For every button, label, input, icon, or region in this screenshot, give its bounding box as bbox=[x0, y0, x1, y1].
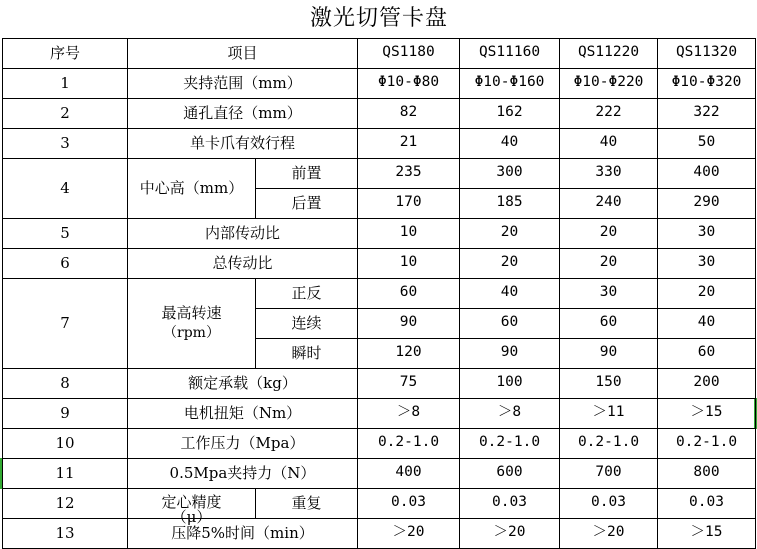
row-number: 3 bbox=[3, 128, 128, 158]
value-cell: 60 bbox=[460, 308, 560, 338]
row-number: 7 bbox=[3, 278, 128, 368]
value-cell: 235 bbox=[358, 158, 460, 188]
row-item: 夹持范围（mm） bbox=[128, 68, 358, 98]
table-title: 激光切管卡盘 bbox=[3, 0, 756, 38]
sub-label: 正反 bbox=[256, 278, 358, 308]
value-cell: 40 bbox=[460, 278, 560, 308]
header-model: QS11220 bbox=[560, 38, 658, 68]
spec-table bbox=[2, 0, 756, 549]
table-row bbox=[3, 458, 756, 488]
row-number: 10 bbox=[3, 428, 128, 458]
row-item-unit: （rpm） bbox=[163, 324, 220, 341]
value-cell: 0.03 bbox=[560, 488, 658, 518]
value-cell: ＞15 bbox=[658, 398, 756, 428]
header-model: QS11160 bbox=[460, 38, 560, 68]
table-row bbox=[3, 218, 756, 248]
row-number: 12 bbox=[3, 488, 128, 518]
table-row bbox=[3, 278, 756, 308]
value-cell: Φ10-Φ160 bbox=[460, 68, 560, 98]
value-cell: 75 bbox=[358, 368, 460, 398]
value-cell: 20 bbox=[460, 218, 560, 248]
value-cell: 0.03 bbox=[658, 488, 756, 518]
row-item: 0.5Mpa夹持力（N） bbox=[128, 458, 358, 488]
value-cell: 20 bbox=[658, 278, 756, 308]
value-cell: 60 bbox=[560, 308, 658, 338]
row-item: 最高转速 bbox=[161, 304, 222, 323]
value-cell: 10 bbox=[358, 218, 460, 248]
value-cell: 30 bbox=[560, 278, 658, 308]
value-cell: 0.2-1.0 bbox=[358, 428, 460, 458]
value-cell: 400 bbox=[358, 458, 460, 488]
header-no: 序号 bbox=[3, 38, 128, 68]
row-item-cell bbox=[128, 278, 256, 368]
value-cell: 20 bbox=[560, 248, 658, 278]
value-cell: ＞15 bbox=[658, 518, 756, 548]
value-cell: 40 bbox=[460, 128, 560, 158]
value-cell: 170 bbox=[358, 188, 460, 218]
value-cell: 185 bbox=[460, 188, 560, 218]
value-cell: 10 bbox=[358, 248, 460, 278]
table-row bbox=[3, 398, 756, 428]
value-cell: 330 bbox=[560, 158, 658, 188]
value-cell: ＞11 bbox=[560, 398, 658, 428]
header-item: 项目 bbox=[128, 38, 358, 68]
table-row bbox=[3, 248, 756, 278]
value-cell: 50 bbox=[658, 128, 756, 158]
row-item: 单卡爪有效行程 bbox=[128, 128, 358, 158]
value-cell: 40 bbox=[560, 128, 658, 158]
value-cell: 240 bbox=[560, 188, 658, 218]
value-cell: 0.03 bbox=[460, 488, 560, 518]
value-cell: ＞8 bbox=[460, 398, 560, 428]
value-cell: ＞20 bbox=[560, 518, 658, 548]
row-number: 11 bbox=[3, 458, 128, 488]
row-item: 电机扭矩（Nm） bbox=[128, 398, 358, 428]
row-item: 压降5%时间（min） bbox=[128, 518, 358, 548]
value-cell: 90 bbox=[460, 338, 560, 368]
value-cell: 0.2-1.0 bbox=[460, 428, 560, 458]
table-row bbox=[3, 68, 756, 98]
value-cell: 600 bbox=[460, 458, 560, 488]
row-item: 工作压力（Mpa） bbox=[128, 428, 358, 458]
value-cell: 20 bbox=[560, 218, 658, 248]
row-item-cell bbox=[128, 488, 256, 526]
table-row bbox=[3, 428, 756, 458]
sub-label: 前置 bbox=[256, 158, 358, 188]
value-cell: 322 bbox=[658, 98, 756, 128]
value-cell: 30 bbox=[658, 248, 756, 278]
value-cell: 162 bbox=[460, 98, 560, 128]
sub-label: 重复 bbox=[256, 488, 358, 518]
row-number: 8 bbox=[3, 368, 128, 398]
value-cell: 300 bbox=[460, 158, 560, 188]
value-cell: 90 bbox=[358, 308, 460, 338]
sub-label: 后置 bbox=[256, 188, 358, 218]
value-cell: 0.03 bbox=[358, 488, 460, 518]
row-item: 内部传动比 bbox=[128, 218, 358, 248]
value-cell: 120 bbox=[358, 338, 460, 368]
value-cell: 200 bbox=[658, 368, 756, 398]
value-cell: 100 bbox=[460, 368, 560, 398]
value-cell: 0.2-1.0 bbox=[560, 428, 658, 458]
table-row bbox=[3, 128, 756, 158]
row-item: 总传动比 bbox=[128, 248, 358, 278]
row-number: 5 bbox=[3, 218, 128, 248]
header-model: QS1180 bbox=[358, 38, 460, 68]
header-model: QS11320 bbox=[658, 38, 756, 68]
value-cell: Φ10-Φ320 bbox=[658, 68, 756, 98]
value-cell: 800 bbox=[658, 458, 756, 488]
row-number: 4 bbox=[3, 158, 128, 218]
table-row bbox=[3, 158, 756, 188]
value-cell: 21 bbox=[358, 128, 460, 158]
row-number: 6 bbox=[3, 248, 128, 278]
row-item: 通孔直径（mm） bbox=[128, 98, 358, 128]
value-cell: 222 bbox=[560, 98, 658, 128]
value-cell: 290 bbox=[658, 188, 756, 218]
row-number: 13 bbox=[3, 518, 128, 548]
value-cell: Φ10-Φ80 bbox=[358, 68, 460, 98]
value-cell: ＞20 bbox=[460, 518, 560, 548]
value-cell: 60 bbox=[358, 278, 460, 308]
row-number: 9 bbox=[3, 398, 128, 428]
value-cell: 90 bbox=[560, 338, 658, 368]
value-cell: Φ10-Φ220 bbox=[560, 68, 658, 98]
value-cell: 60 bbox=[658, 338, 756, 368]
sub-label: 连续 bbox=[256, 308, 358, 338]
row-item: 额定承载（kg） bbox=[128, 368, 358, 398]
value-cell: 400 bbox=[658, 158, 756, 188]
value-cell: 700 bbox=[560, 458, 658, 488]
value-cell: 40 bbox=[658, 308, 756, 338]
table-row bbox=[3, 98, 756, 128]
value-cell: 82 bbox=[358, 98, 460, 128]
sub-label: 瞬时 bbox=[256, 338, 358, 368]
value-cell: ＞20 bbox=[358, 518, 460, 548]
value-cell: 0.2-1.0 bbox=[658, 428, 756, 458]
table-row bbox=[3, 488, 756, 518]
row-number: 2 bbox=[3, 98, 128, 128]
table-row bbox=[3, 368, 756, 398]
value-cell: 30 bbox=[658, 218, 756, 248]
value-cell: ＞8 bbox=[358, 398, 460, 428]
table-row bbox=[3, 518, 756, 548]
row-number: 1 bbox=[3, 68, 128, 98]
row-item: 定心精度 （μ） bbox=[161, 493, 222, 526]
row-item: 中心高（mm） bbox=[128, 158, 256, 218]
value-cell: 150 bbox=[560, 368, 658, 398]
value-cell: 20 bbox=[460, 248, 560, 278]
